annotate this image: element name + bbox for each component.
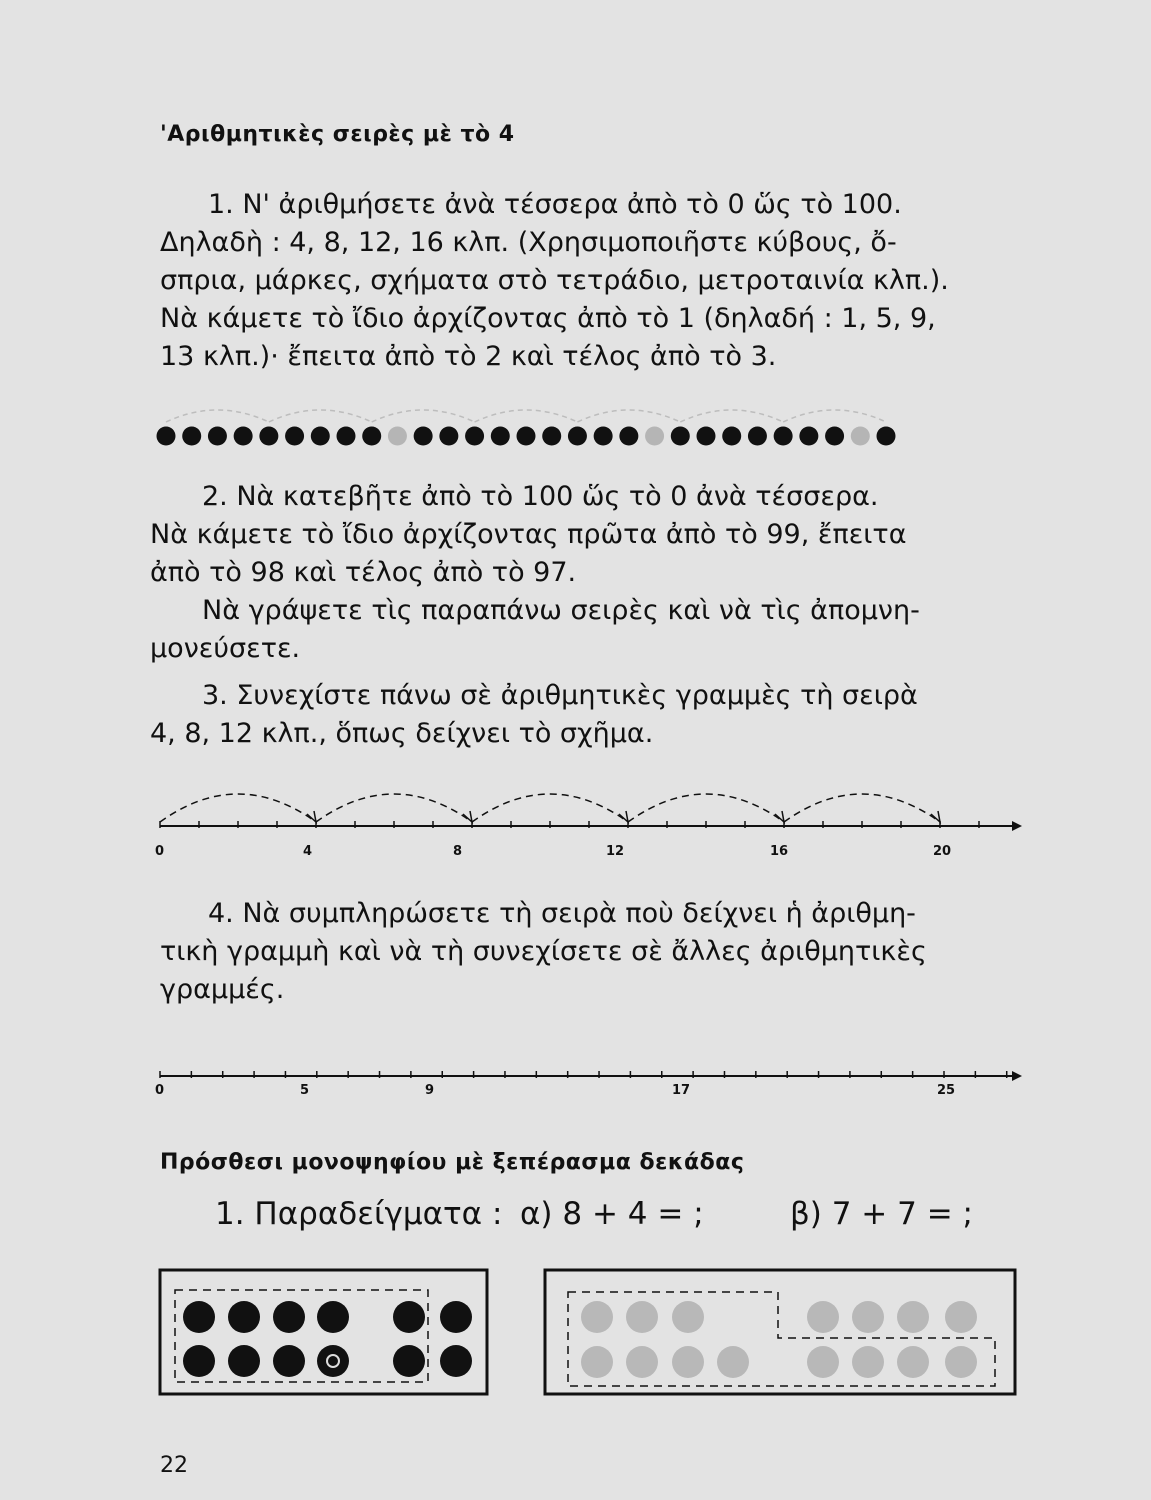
jump-arc xyxy=(783,410,886,422)
jump-arc xyxy=(475,410,578,422)
text-line: 1. Ν' ἀριθμήσετε ἀνὰ τέσσερα ἀπὸ τὸ 0 ὥς τὸ 100. xyxy=(208,189,902,220)
line2-label: 9 xyxy=(425,1083,435,1098)
counter-dark xyxy=(228,1345,260,1377)
dot xyxy=(722,427,741,446)
counter-light xyxy=(852,1346,884,1378)
dot xyxy=(799,427,818,446)
counter-dark xyxy=(440,1301,472,1333)
exercise-4 xyxy=(160,895,1030,1009)
line2-label: 17 xyxy=(672,1083,691,1098)
number-line-2 xyxy=(0,1060,1151,1100)
dot xyxy=(337,427,356,446)
jump-arc xyxy=(472,794,628,822)
line2-label: 0 xyxy=(155,1083,165,1098)
box-b-frame xyxy=(545,1270,1015,1394)
counter-light xyxy=(945,1346,977,1378)
examples-label: 1. Παραδείγματα : xyxy=(215,1196,503,1232)
exercise-1 xyxy=(160,186,1010,376)
counter-dark xyxy=(273,1345,305,1377)
dot xyxy=(311,427,330,446)
counter-dark xyxy=(183,1345,215,1377)
counter-dark xyxy=(228,1301,260,1333)
counter-dark xyxy=(393,1301,425,1333)
dot xyxy=(671,427,690,446)
text-line: γραμμές. xyxy=(160,974,285,1005)
counter-dark xyxy=(317,1345,349,1377)
counter-dark xyxy=(440,1345,472,1377)
counter-light xyxy=(807,1346,839,1378)
page-number: 22 xyxy=(160,1453,188,1478)
text-line: μονεύσετε. xyxy=(150,633,301,664)
axis-arrow xyxy=(1012,1071,1022,1081)
dot-row-figure xyxy=(0,395,1151,465)
text-line: σπρια, μάρκες, σχήματα στὸ τετράδιο, μετροταινία κλπ.). xyxy=(160,265,949,296)
dot xyxy=(182,427,201,446)
dot xyxy=(619,427,638,446)
dot xyxy=(542,427,561,446)
counter-boxes xyxy=(0,1268,1151,1398)
counter-light xyxy=(581,1301,613,1333)
dot xyxy=(362,427,381,446)
counter-light xyxy=(626,1346,658,1378)
text-line: 2. Νὰ κατεβῆτε ἀπὸ τὸ 100 ὥς τὸ 0 ἀνὰ τέσσερα. xyxy=(202,481,879,512)
counter-dark xyxy=(273,1301,305,1333)
line2-label: 5 xyxy=(300,1083,310,1098)
line1-label: 0 xyxy=(155,844,165,859)
dot xyxy=(774,427,793,446)
jump-arc xyxy=(628,794,784,822)
dot xyxy=(157,427,176,446)
counter-light xyxy=(945,1301,977,1333)
dot xyxy=(877,427,896,446)
dot xyxy=(517,427,536,446)
box-a-frame xyxy=(160,1270,487,1394)
dot xyxy=(594,427,613,446)
line1-label: 16 xyxy=(770,844,789,859)
jump-arc xyxy=(372,410,475,422)
text-line: 13 κλπ.)· ἔπειτα ἀπὸ τὸ 2 καὶ τέλος ἀπὸ τὸ 3. xyxy=(160,341,777,372)
text-line: ἀπὸ τὸ 98 καὶ τέλος ἀπὸ τὸ 97. xyxy=(150,557,577,588)
exercise-3 xyxy=(150,677,1020,753)
jump-arc xyxy=(160,794,316,822)
dot xyxy=(825,427,844,446)
exercise-2 xyxy=(150,478,1020,668)
jump-arc xyxy=(577,410,680,422)
counter-dark xyxy=(317,1301,349,1333)
text-line: Δηλαδὴ : 4, 8, 12, 16 κλπ. (Χρησιμοποιῆστε κύβους, ὄ- xyxy=(160,227,897,258)
line2-label: 25 xyxy=(937,1083,956,1098)
dot xyxy=(208,427,227,446)
dot xyxy=(259,427,278,446)
line1-label: 12 xyxy=(606,844,625,859)
dot xyxy=(234,427,253,446)
dot xyxy=(645,427,664,446)
counter-light xyxy=(897,1301,929,1333)
section-title-addition: Πρόσθεσι μονοψηφίου μὲ ξεπέρασμα δεκάδας xyxy=(160,1150,745,1175)
dot xyxy=(491,427,510,446)
jump-arc xyxy=(784,794,940,822)
jump-arc xyxy=(680,410,783,422)
line1-label: 8 xyxy=(453,844,463,859)
text-line: τικὴ γραμμὴ καὶ νὰ τὴ συνεχίσετε σὲ ἄλλες ἀριθμητικὲς xyxy=(160,936,927,967)
dot xyxy=(414,427,433,446)
line1-label: 20 xyxy=(933,844,952,859)
text-line: Νὰ κάμετε τὸ ἴδιο ἀρχίζοντας ἀπὸ τὸ 1 (δηλαδή : 1, 5, 9, xyxy=(160,303,936,334)
jump-arc xyxy=(316,794,472,822)
counter-light xyxy=(897,1346,929,1378)
text-line: 3. Συνεχίστε πάνω σὲ ἀριθμητικὲς γραμμὲς τὴ σειρὰ xyxy=(202,680,918,711)
dot xyxy=(851,427,870,446)
number-line-1 xyxy=(0,785,1151,865)
counter-light xyxy=(626,1301,658,1333)
text-line: Νὰ κάμετε τὸ ἴδιο ἀρχίζοντας πρῶτα ἀπὸ τὸ 99, ἔπειτα xyxy=(150,519,907,550)
counter-dark xyxy=(183,1301,215,1333)
dot xyxy=(748,427,767,446)
line1-label: 4 xyxy=(303,844,313,859)
example-b: β) 7 + 7 = ; xyxy=(790,1196,973,1232)
counter-light xyxy=(717,1346,749,1378)
jump-arc xyxy=(166,410,269,422)
dot xyxy=(697,427,716,446)
dot xyxy=(285,427,304,446)
dot xyxy=(568,427,587,446)
counter-light xyxy=(581,1346,613,1378)
jump-arc xyxy=(269,410,372,422)
dot xyxy=(388,427,407,446)
example-a: α) 8 + 4 = ; xyxy=(520,1196,704,1232)
counter-dark xyxy=(393,1345,425,1377)
text-line: 4. Νὰ συμπληρώσετε τὴ σειρὰ ποὺ δείχνει ἡ ἀριθμη- xyxy=(208,898,916,929)
text-line: 4, 8, 12 κλπ., ὅπως δείχνει τὸ σχῆμα. xyxy=(150,718,654,749)
axis-arrow xyxy=(1012,821,1022,831)
counter-light xyxy=(807,1301,839,1333)
dot xyxy=(439,427,458,446)
text-line: Νὰ γράψετε τὶς παραπάνω σειρὲς καὶ νὰ τὶς ἀπομνη- xyxy=(202,595,920,626)
section-title-series: 'Αριθμητικὲς σειρὲς μὲ τὸ 4 xyxy=(160,122,515,147)
counter-light xyxy=(672,1346,704,1378)
counter-light xyxy=(852,1301,884,1333)
dot xyxy=(465,427,484,446)
counter-light xyxy=(672,1301,704,1333)
